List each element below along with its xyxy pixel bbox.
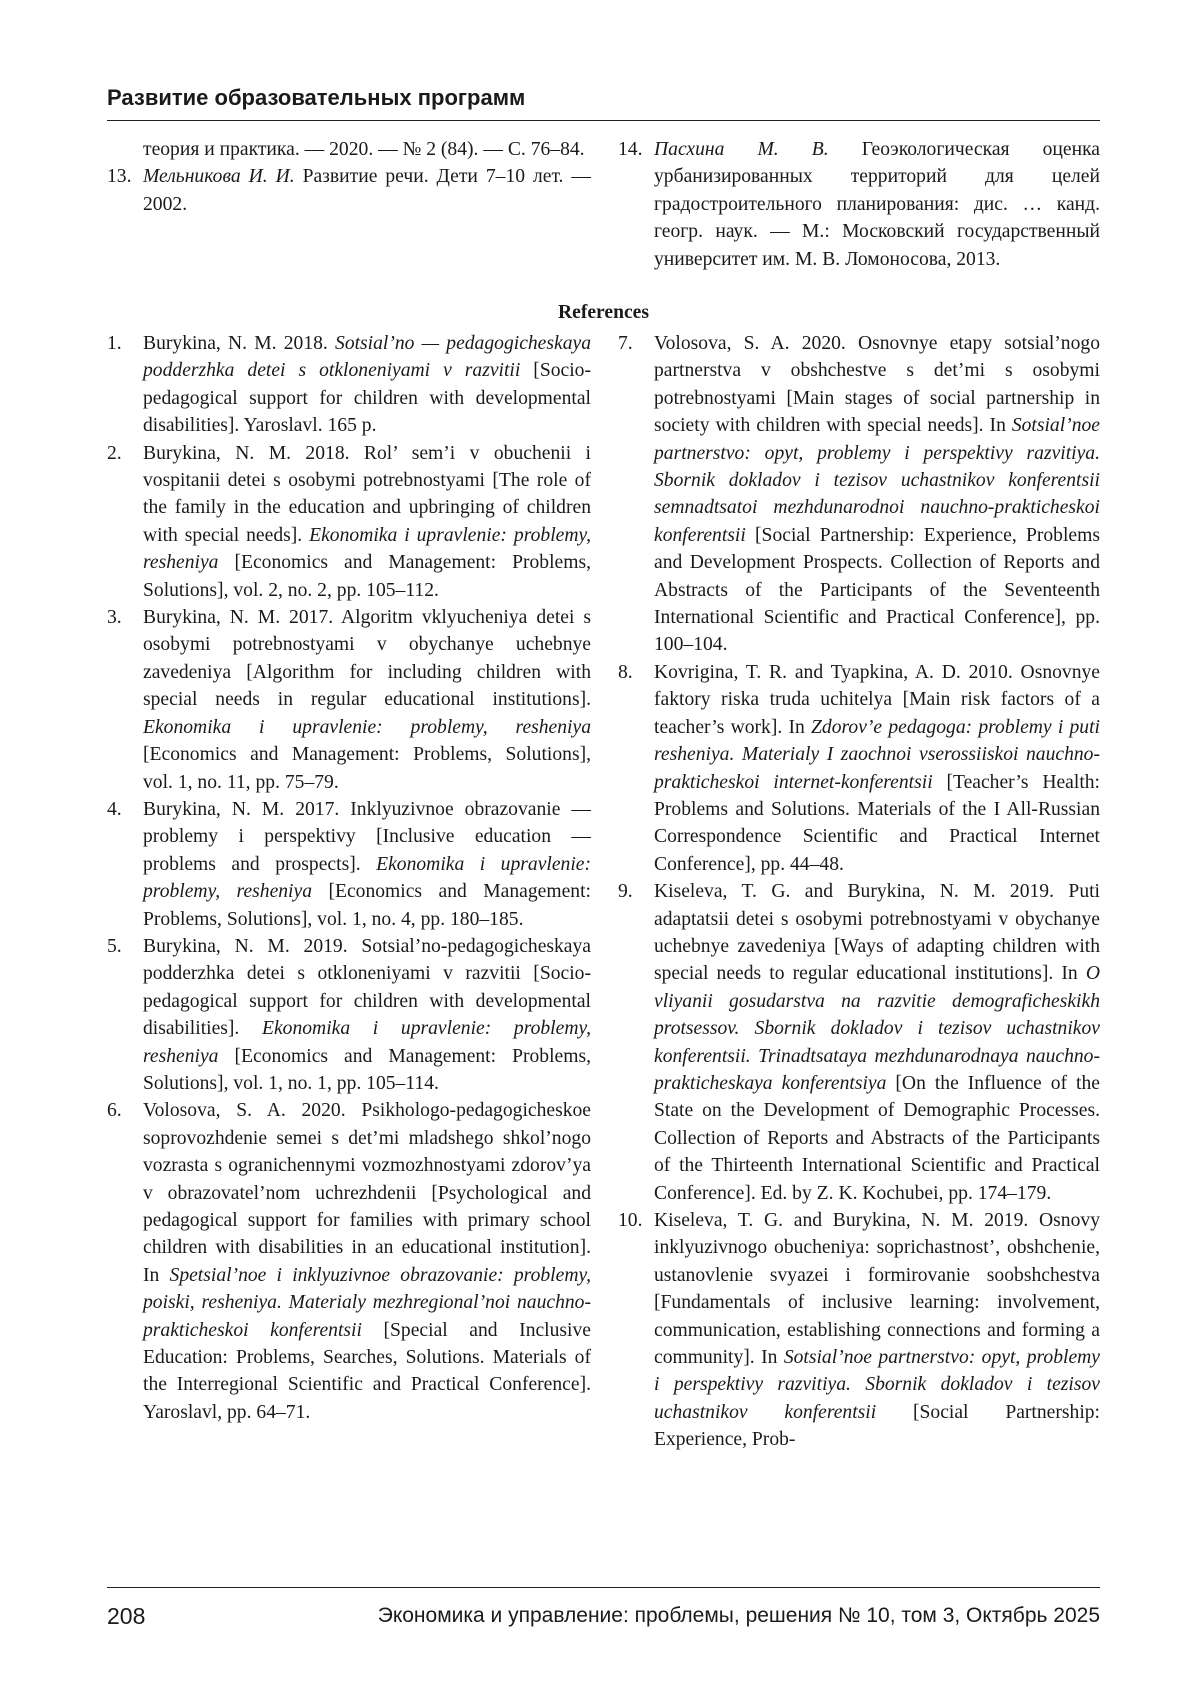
- reference-italic-title: O vliyanii gosudarstva na razvitie demograficheskikh protsessov. Sbornik dokladov i tezisov uchastnikov konferentsii. Trinadtsataya mezhdunarodnaya nauchno-prakticheskaya konferentsiya: [654, 963, 1100, 1094]
- reference-item-10: [618, 1207, 1100, 1454]
- reference-item-13: [107, 163, 591, 218]
- reference-text: Kovrigina, T. R. and Tyapkina, A. D. 2010. Osnovnye faktory riska truda uchitelya [Main risk factors of a teacher’s work]. In: [654, 661, 1100, 738]
- reference-number: 7.: [618, 333, 633, 354]
- reference-number: 8.: [618, 661, 633, 683]
- reference-text: Kiseleva, T. G. and Burykina, N. M. 2019. Osnovy inklyuzivnogo obucheniya: soprichastnost’, obshchenie, ustanovlenie svyazei i formirovanie soobshchestva [Fundamentals of inclusive learning: involvement, communication, establishing connections and forming a community]. In: [654, 1210, 1100, 1369]
- reference-text: [Economics and Management: Problems, Solutions], vol. 1, no. 11, pp. 75–79.: [143, 744, 591, 793]
- reference-italic-title: Sotsial’noe partnerstvo: opyt, problemy i perspektivy razvitiya. Sbornik dokladov i tezisov uchastnikov konferentsii semnadtsatoi mezhdunarodnoi nauchno-prakticheskoi konferentsii: [654, 415, 1100, 546]
- references-heading: References: [557, 302, 650, 323]
- reference-author: Мельникова И. И.: [143, 166, 295, 188]
- reference-italic-title: Ekonomika i upravlenie: problemy, resheniya: [143, 524, 591, 574]
- right-column-top: [618, 136, 1100, 273]
- reference-number: 10.: [618, 1210, 643, 1231]
- reference-italic-title: Sotsial’no — pedagogicheskaya podderzhka detei s otkloneniyami v razvitii: [143, 333, 591, 382]
- reference-number: 9.: [618, 881, 633, 903]
- reference-item-2: [107, 440, 591, 604]
- reference-author: Пасхина М. В.: [654, 139, 829, 160]
- reference-text: Burykina, N. M. 2018.: [143, 333, 336, 354]
- header-rule: [107, 120, 1100, 121]
- reference-text: [On the Influence of the State on the Development of Demographic Processes. Collection of Reports and Abstracts of the Participants of the Thirteenth International Scientific and Practical Conference]. Ed. by Z. K. Kochubei, pp. 174–179.: [654, 1072, 1100, 1204]
- reference-number: 5.: [107, 935, 122, 957]
- reference-text: [Special and Inclusive Education: Problems, Searches, Solutions. Materials of the Interregional Scientific and Practical Conference]. Yaroslavl, pp. 64–71.: [143, 1319, 591, 1423]
- reference-item-7: [618, 330, 1100, 659]
- reference-italic-title: Ekonomika i upravlenie: problemy, resheniya: [143, 716, 591, 738]
- reference-text: Burykina, N. M. 2017. Algoritm vklyucheniya detei s osobymi potrebnostyami v obychanye uchebnye zavedeniya [Algorithm for including children with special needs in regular educational institutions].: [143, 607, 591, 711]
- reference-text: Развитие речи. Дети 7–10 лет. — 2002.: [143, 166, 591, 215]
- reference-number: 14.: [618, 139, 643, 160]
- reference-italic-title: Sotsial’noe partnerstvo: opyt, problemy i perspektivy razvitiya. Sbornik dokladov i tezisov uchastnikov konferentsii: [654, 1347, 1100, 1423]
- reference-number: 4.: [107, 798, 122, 820]
- reference-text: [Social Partnership: Experience, Prob-: [654, 1401, 1101, 1451]
- reference-text: [Economics and Management: Problems, Solutions], vol. 2, no. 2, pp. 105–112.: [143, 552, 591, 601]
- reference-item-5: [107, 933, 591, 1097]
- references-right-column: [618, 330, 1100, 1454]
- reference-text: Burykina, N. M. 2017. Inklyuzivnoe obrazovanie — problemy i perspektivy [Inclusive education — problems and prospects].: [143, 798, 591, 875]
- footer-rule: [107, 1587, 1100, 1588]
- reference-text: [Teacher’s Health: Problems and Solutions. Materials of the I All-Russian Correspondence Scientific and Practical Internet Conference], pp. 44–48.: [654, 771, 1101, 875]
- reference-text: Volosova, S. A. 2020. Osnovnye etapy sotsial’nogo partnerstva v obshchestve s det’mi s osobymi potrebnostyami [Main stages of social partnership in society with children with special needs]. In: [654, 333, 1100, 437]
- reference-text: [Economics and Management: Problems, Solutions], vol. 1, no. 4, pp. 180–185.: [143, 881, 591, 930]
- reference-italic-title: Spetsial’noe i inklyuzivnoe obrazovanie: problemy, poiski, resheniya. Materialy mezhregional’noi nauchno-prakticheskoi konferentsii: [143, 1264, 591, 1341]
- reference-italic-title: Ekonomika i upravlenie: problemy, resheniya: [143, 853, 591, 903]
- journal-footer: Экономика и управление: проблемы, решения № 10, том 3, Октябрь 2025: [377, 1604, 1100, 1627]
- reference-continuation: теория и практика. — 2020. — № 2 (84). — С. 76–84.: [143, 139, 585, 160]
- reference-number: 6.: [107, 1100, 122, 1122]
- reference-item-6: [107, 1097, 591, 1426]
- reference-item-14: [618, 136, 1100, 273]
- reference-item-3: [107, 604, 591, 796]
- reference-item-8: [618, 659, 1100, 878]
- reference-italic-title: Ekonomika i upravlenie: problemy, resheniya: [143, 1018, 591, 1067]
- references-left-column: [107, 330, 591, 1426]
- reference-item-1: [107, 330, 591, 440]
- reference-number: 1.: [107, 333, 122, 354]
- reference-number: 3.: [107, 607, 122, 629]
- reference-number: 2.: [107, 442, 122, 464]
- reference-text: [Social Partnership: Experience, Problems and Development Prospects. Collection of Reports and Abstracts of the Participants of the Seventeenth International Scientific and Practical Conference], pp. 100–104.: [654, 524, 1100, 656]
- reference-number: 13.: [107, 166, 132, 188]
- reference-text: Volosova, S. A. 2020. Psikhologo-pedagogicheskoe soprovozhdenie semei s det’mi mladshego shkol’nogo vozrasta s ogranichennymi vozmozhnostyami zdorov’ya v obrazovatel’nom uchrezhdenii [Psychological and pedagogical support for families with primary school children with disabilities in an educational institution]. In: [143, 1100, 591, 1286]
- reference-text: Burykina, N. M. 2018. Rol’ sem’i v obuchenii i vospitanii detei s osobymi potrebnostyami [The role of the family in the education and upbringing of children with special needs].: [143, 442, 591, 546]
- left-column-top: [107, 136, 591, 218]
- reference-text: Burykina, N. M. 2019. Sotsial’no-pedagogicheskaya podderzhka detei s otkloneniyami v razvitii [Socio-pedagogical support for children with developmental disabilities].: [143, 935, 591, 1040]
- page-number: 208: [107, 1603, 146, 1629]
- reference-text: [Economics and Management: Problems, Solutions], vol. 1, no. 1, pp. 105–114.: [143, 1045, 591, 1094]
- reference-italic-title: Zdorov’e pedagoga: problemy i puti resheniya. Materialy I zaochnoi vserossiiskoi nauchno-prakticheskoi internet-konferentsii: [654, 716, 1100, 793]
- reference-item-4: [107, 796, 591, 933]
- reference-text: Kiseleva, T. G. and Burykina, N. M. 2019. Puti adaptatsii detei s osobymi potrebnostyami v obychanye uchebnye zavedeniya [Ways of adapting children with special needs to regular educational institutions]. In: [654, 881, 1100, 985]
- running-head-section-title: Развитие образовательных программ: [107, 85, 526, 110]
- reference-text: [Socio-pedagogical support for children with developmental disabilities]. Yaroslavl. 165 p.: [143, 360, 591, 437]
- reference-text: Геоэкологическая оценка урбанизированных территорий для целей градостроительного планирования: дис. … канд. геогр. наук. — М.: Московский государственный университет им. М. В. Ломоносова, 2013.: [654, 139, 1100, 270]
- reference-item-9: [618, 878, 1100, 1207]
